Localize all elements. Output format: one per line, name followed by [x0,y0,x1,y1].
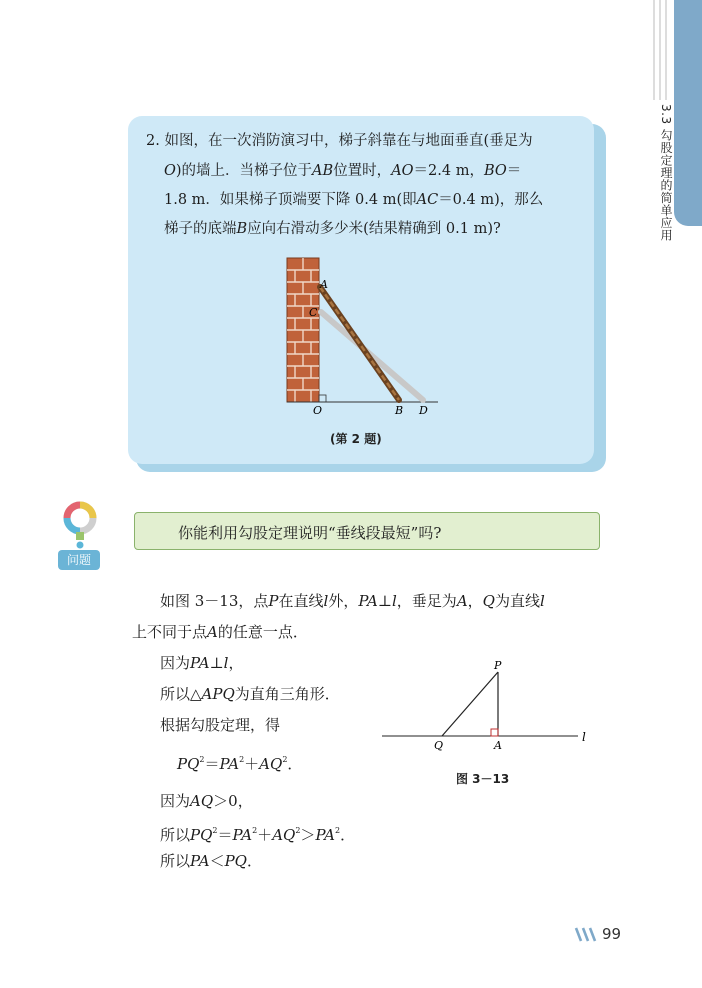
label-q: Q [434,739,444,752]
label-c: C [309,306,318,319]
ladder-cd [321,312,423,400]
body-line-7: 因为AQ＞0， [160,792,253,810]
right-angle-mark [319,395,326,402]
chapter-section: 3.3 [659,104,673,125]
figure-2-caption: (第 2 题) [330,432,382,446]
label-o: O [313,404,323,417]
body-line-3: 因为PA⊥l， [160,654,244,672]
ladder-figure [280,254,450,424]
body-line-9: 所以PA＜PQ． [160,852,262,870]
label-b: B [395,404,404,417]
body-line-1: 如图 3－13，点P在直线l外，PA⊥l，垂足为A，Q为直线l [160,592,545,610]
question-badge: 问题 [58,550,100,570]
chapter-label [654,104,672,241]
exercise-line-1: 2. 如图，在一次消防演习中，梯子斜靠在与地面垂直(垂足为 [146,133,533,149]
body-line-8: 所以$PQ^2=PA^2+AQ^2>PA^2$． [160,826,356,844]
label-a: A [320,278,328,291]
segment-pq [442,672,498,736]
equation-pythagorean: $PQ^2=PA^2+AQ^2$． [177,755,303,773]
body-line-4: 所以△APQ为直角三角形． [160,685,340,703]
chapter-title: 勾股定理的简单应用 [659,128,673,242]
brick-wall [287,258,319,402]
label-d: D [419,404,428,417]
label-p: P [494,659,502,672]
chapter-tab-lines [648,0,672,100]
body-line-2: 上不同于点A的任意一点． [132,623,308,641]
page-stripes-icon [574,926,602,942]
exercise-line-2: O)的墙上．当梯子位于AB位置时，AO＝2.4 m，BO＝ [164,163,522,179]
page-number: 99 [602,925,622,943]
figure-3-13 [378,656,594,756]
ladder-ab [320,287,399,400]
label-l: l [582,730,586,744]
chapter-tab [674,0,702,226]
exercise-number: 2. [146,133,160,149]
body-line-5: 根据勾股定理，得 [160,716,281,734]
exercise-line-3: 1.8 m．如果梯子顶端要下降 0.4 m(即AC＝0.4 m)，那么 [164,192,544,208]
label-a: A [494,739,502,752]
question-text: 你能利用勾股定理说明“垂线段最短”吗? [178,524,442,542]
figure-3-13-caption: 图 3－13 [456,772,510,786]
right-angle-mark [491,729,498,736]
exercise-line-4: 梯子的底端B应向右滑动多少米(结果精确到 0.1 m)? [164,221,501,237]
